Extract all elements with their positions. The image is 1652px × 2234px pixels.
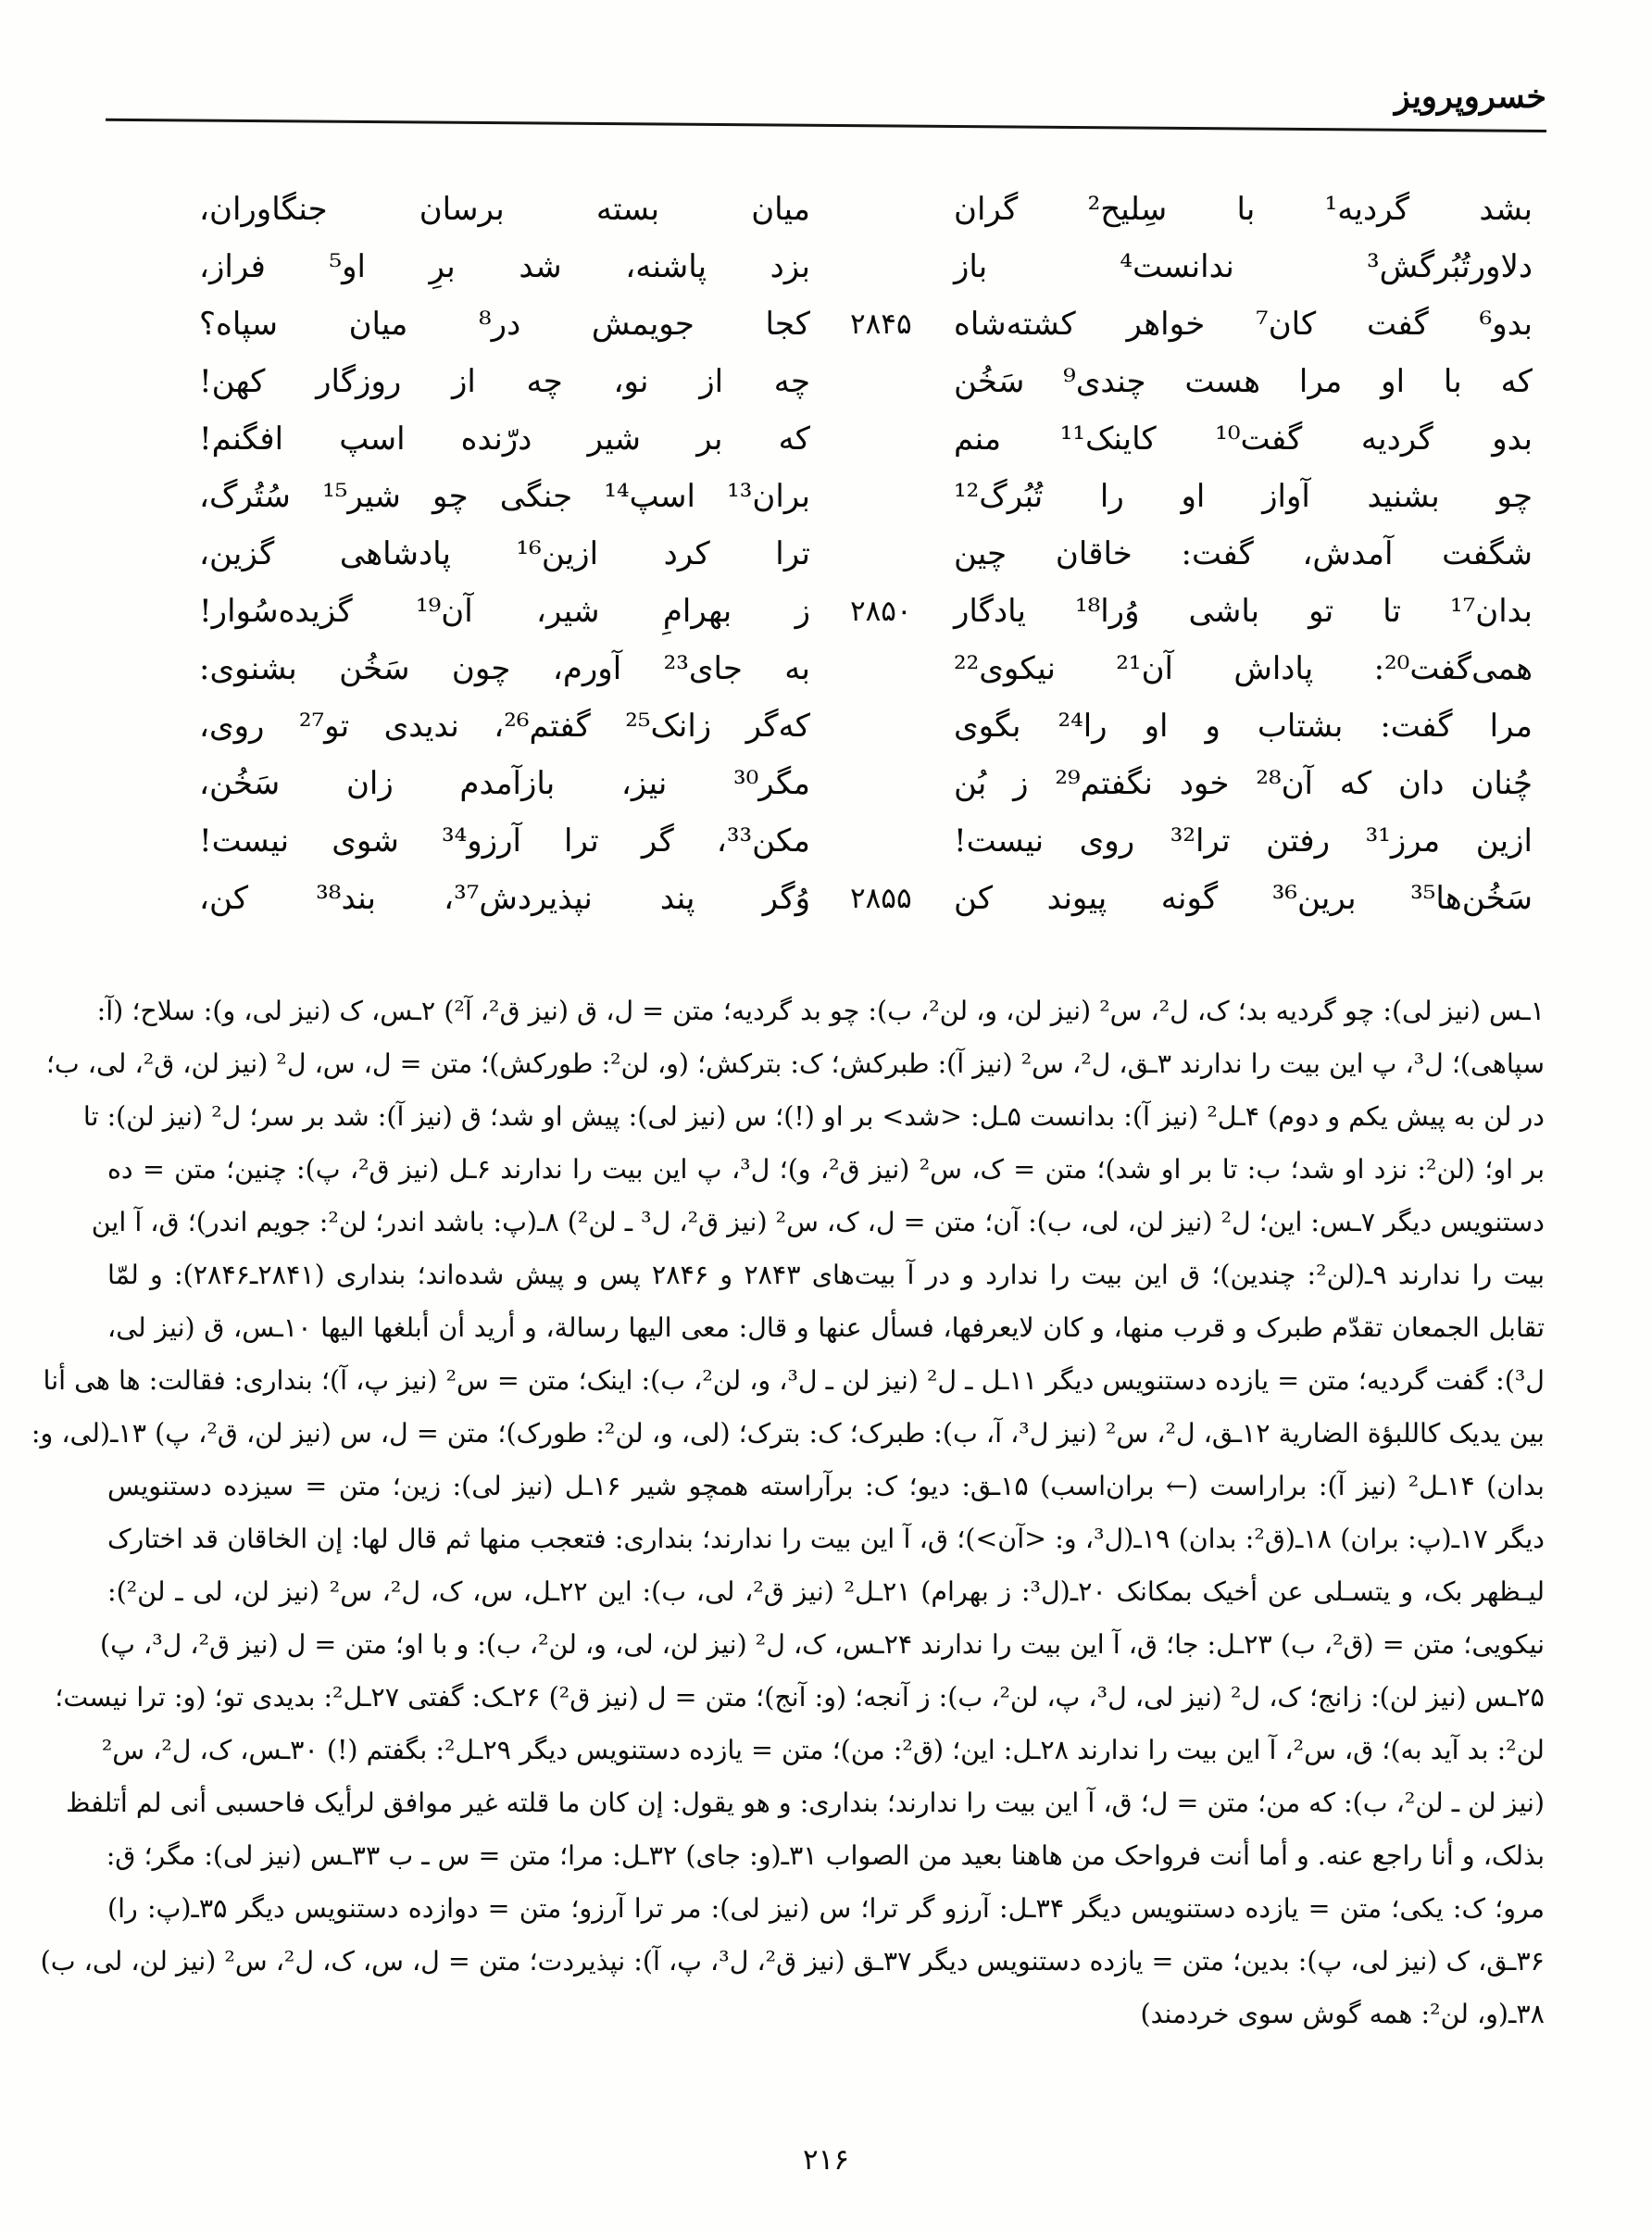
footnote-line: لیـظهر بک، و یتسـلی عن أخیک بمکانک ۲۰ـ(ل³: ز بهرام) ۲۱ـل² (نیز ق²، لی، ب): این ۲۲ـل، س، ک، ل²، س² (نیز لن، لی ـ لن²): <box>107 1576 1545 1607</box>
hemistich-left: چه از نو، چه از روزگار کهن! <box>199 363 810 400</box>
footnote-line: بدان) ۱۴ـل² (نیز آ): براراست (← بران‌اسب) ۱۵ـق: دیو؛ ک: برآراسته همچو شیر ۱۶ـل (نیز لی): زین؛ متن = سیزده دستنویس <box>107 1471 1545 1501</box>
verse-row <box>199 238 1533 295</box>
hemistich-right <box>954 755 1533 812</box>
hemistich-text: مرا گفت: بشتاب و او را²⁴ بگوی <box>954 708 1533 745</box>
hemistich-text: بدو گردیه گفت¹⁰ کاینک¹¹ منم <box>954 420 1533 458</box>
hemistich-left: به جای²³ آورم، چون سَخُن بشنوی: <box>199 650 810 687</box>
hemistich-text: بدو⁶ گفت کان⁷ خواهر کشته‌شاه <box>954 306 1533 343</box>
hemistich-left: که بر شیر درّنده اسپ افگنم! <box>199 420 810 458</box>
hemistich-right <box>954 525 1533 583</box>
verse-row <box>199 525 1533 583</box>
critical-apparatus <box>31 985 1546 2040</box>
verse-number: ۲۸۴۵ <box>850 307 912 341</box>
hemistich-text: بشد گردیه¹ با سِلیح² گران <box>954 191 1533 228</box>
footnote-line: بذلک، و أنا راجع عنه. و أما أنت فرواحک من هاهنا بعید من الصواب ۳۱ـ(و: جای) ۳۲ـل: مرا؛ متن = س ـ ب ۳۳ـس (نیز لی): مگر؛ ق: <box>106 1840 1545 1871</box>
poem <box>199 181 1533 927</box>
header-divider <box>106 119 1546 132</box>
hemistich-left: مگر³⁰ نیز، بازآمدم زان سَخُن، <box>199 765 810 802</box>
hemistich-text: همی‌گفت²⁰: پاداش آن²¹ نیکوی²² <box>954 650 1533 687</box>
hemistich-left: میان بسته برسان جنگاوران، <box>199 191 810 228</box>
footnote-line: (نیز لن ـ لن²، ب): که من؛ متن = ل؛ ق، آ این بیت را ندارند؛ بنداری: و هو یقول: إن کان ما قلته غیر موافق لرأیک فاحسبی أنی لم أتلفظ <box>66 1788 1545 1818</box>
hemistich-right <box>954 697 1533 755</box>
footnote-line: بر او؛ (لن²: نزد او شد؛ ب: تا بر او شد)؛ متن = ک، س² (نیز ق²، و)؛ ل³، پ این بیت را ندارند ۶ـل (نیز ق²، پ): چنین؛ متن = ده <box>107 1154 1546 1185</box>
page-footer <box>0 2143 1652 2177</box>
footnote-line: ل³): گفت گردیه؛ متن = یازده دستنویس دیگر ۱۱ـل ـ ل² (نیز لن ـ ل³، و، لن²، ب): اینک؛ متن = س² (نیز پ، آ)؛ بنداری: فقالت: ها هی أنا <box>43 1365 1545 1396</box>
hemistich-right <box>850 295 1533 353</box>
hemistich-left: بران¹³ اسپ¹⁴ جنگی چو شیر¹⁵ سُتُرگ، <box>199 478 810 515</box>
footnote-line: در لن به پیش یکم و دوم) ۴ـل² (نیز آ): بدانست ۵ـل: <شد> بر او (!)؛ س (نیز لی): پیش او شد؛ ق (نیز آ): شد بر سر؛ ل² (نیز لن): تا <box>82 1101 1545 1132</box>
verse-row <box>199 812 1533 870</box>
hemistich-left: که‌گر زانک²⁵ گفتم²⁶، ندیدی تو²⁷ روی، <box>199 708 810 745</box>
chapter-title: خسروپرویز <box>1394 78 1546 116</box>
footnote-line: دیگر ۱۷ـ(پ: بران) ۱۸ـ(ق²: بدان) ۱۹ـ(ل³، و: <آن>)؛ ق، آ این بیت را ندارند؛ بنداری: فتعجب منها ثم قال لها: إن الخاقان قد اختارک <box>107 1524 1545 1554</box>
hemistich-text: ازین مرز³¹ رفتن ترا³² روی نیست! <box>954 822 1533 860</box>
hemistich-text: که با او مرا هست چندی⁹ سَخُن <box>954 363 1533 400</box>
footnote-line: نیکویی؛ متن = (ق²، ب) ۲۳ـل: جا؛ ق، آ این بیت را ندارند ۲۴ـس، ک، ل² (نیز لن، لی، و، لن²، ب): و با او؛ متن = ل (نیز ق²، ل³، پ) <box>99 1629 1545 1660</box>
verse-row <box>199 640 1533 697</box>
verse-row <box>199 697 1533 755</box>
hemistich-right <box>954 181 1533 238</box>
footnote-line: تقابل الجمعان تقدّم طبرک و قرب منها، و کان لایعرفها، فسأل عنها و قال: معی الیها رسالة، و أرید أن أبلغها الیها ۱۰ـس، ق (نیز لی، <box>107 1312 1546 1343</box>
footnote-line: بیت را ندارند ۹ـ(لن²: چندین)؛ ق این بیت را ندارد و در آ بیت‌های ۲۸۴۳ و ۲۸۴۶ پس و پیش شده‌اند؛ بنداری (۲۸۴۱ـ۲۸۴۶): و لمّا <box>107 1260 1545 1290</box>
hemistich-left: ترا کرد ازین¹⁶ پادشاهی گزین، <box>199 535 810 572</box>
verse-row <box>199 583 1533 640</box>
hemistich-text: سَخُن‌ها³⁵ برین³⁶ گونه پیوند کن <box>954 880 1533 917</box>
footnote-line: دستنویس دیگر ۷ـس: این؛ ل² (نیز لن، لی، ب): آن؛ متن = ل، ک، س² (نیز ق²، ل³ ـ لن²) ۸ـ(پ: باشد اندر؛ لن²: جویم اندر)؛ ق، آ این <box>91 1207 1545 1237</box>
footnote-line: لن²: بد آید به)؛ ق، س²، آ این بیت را ندارند ۲۸ـل: این؛ (ق²: من)؛ متن = یازده دستنویس دیگر ۲۹ـل²: بگفتم (!) ۳۰ـس، ک، ل²، س² <box>101 1735 1545 1765</box>
hemistich-right <box>954 640 1533 697</box>
hemistich-right <box>850 870 1533 927</box>
verse-row <box>199 870 1533 927</box>
hemistich-left: وُگر پند نپذیردش³⁷، بند³⁸ کن، <box>199 880 810 917</box>
footnote-line: ۳۶ـق، ک (نیز لی، پ): بدین؛ متن = یازده دستنویس دیگر ۳۷ـق (نیز ق²، ل³، پ، آ): نپذیردت؛ متن = ل، س، ک، ل²، س² (نیز لن، لی، ب) <box>40 1946 1545 1977</box>
hemistich-right <box>954 468 1533 525</box>
hemistich-left: مکن³³، گر ترا آرزو³⁴ شوی نیست! <box>199 822 810 860</box>
footnote-line: ۱ـس (نیز لی): چو گردیه بد؛ ک، ل²، س² (نیز لن، و، لن²، ب): چو بد گردیه؛ متن = ل، ق (نیز ق²، آ²) ۲ـس، ک (نیز لی، و): سلاح؛ (آ: <box>96 996 1545 1026</box>
verse-number: ۲۸۵۰ <box>850 595 912 628</box>
page-number: ۲۱۶ <box>803 2143 849 2177</box>
footnote-line: ۳۸ـ(و، لن²: همه گوش سوی خردمند) <box>1140 1999 1545 2029</box>
verse-row <box>199 410 1533 468</box>
footnote-line: مرو؛ ک: یکی؛ متن = یازده دستنویس دیگر ۳۴ـل: آرزو گر ترا؛ س (نیز لی): مر ترا آرزو؛ متن = دوازده دستنویس دیگر ۳۵ـ(پ: را) <box>107 1893 1545 1924</box>
page-header <box>0 0 1652 117</box>
hemistich-right <box>954 410 1533 468</box>
hemistich-text: دلاورتُبُرگش³ ندانست⁴ باز <box>954 248 1533 285</box>
verse-row <box>199 353 1533 410</box>
hemistich-left: ز بهرامِ شیر، آن¹⁹ گزیده‌سُوار! <box>199 593 810 630</box>
hemistich-right <box>954 238 1533 295</box>
verse-row <box>199 468 1533 525</box>
verse-row <box>199 181 1533 238</box>
hemistich-text: چو بشنید آواز او را تُبُرگ¹² <box>954 478 1533 515</box>
footnote-line: ۲۵ـس (نیز لن): زانج؛ ک، ل² (نیز لی، ل³، پ، لن²، ب): ز آنجه؛ (و: آنج)؛ متن = ل (نیز ق²) ۲۶ـک: گفتی ۲۷ـل²: بدیدی تو؛ (و: ترا نیست؛ <box>55 1682 1545 1713</box>
hemistich-right <box>954 353 1533 410</box>
hemistich-text: شگفت آمدش، گفت: خاقان چین <box>954 535 1533 572</box>
hemistich-left: بزد پاشنه، شد برِ او⁵ فراز، <box>199 248 810 285</box>
hemistich-left: کجا جویمش در⁸ میان سپاه؟ <box>199 306 810 343</box>
hemistich-text: چُنان دان که آن²⁸ خود نگفتم²⁹ ز بُن <box>954 765 1533 802</box>
verse-row <box>199 755 1533 812</box>
verse-number: ۲۸۵۵ <box>850 882 912 915</box>
hemistich-right <box>954 812 1533 870</box>
hemistich-text: بدان¹⁷ تا تو باشی وُرا¹⁸ یادگار <box>954 593 1533 630</box>
footnote-line: بین یدیک کاللبؤة الضاریة ۱۲ـق، ل²، س² (نیز ل³، آ، ب): طبرک؛ ک: بترک؛ (لی، و، لن²: طورک)؛ متن = ل، س (نیز لن، ق²، پ) ۱۳ـ(لی، و: <box>31 1418 1545 1449</box>
verse-row <box>199 295 1533 353</box>
hemistich-right <box>850 583 1533 640</box>
footnote-line: سپاهی)؛ ل³، پ این بیت را ندارند ۳ـق، ل²، س² (نیز آ): طبرکش؛ ک: بترکش؛ (و، لن²: طورکش)؛ متن = ل، س، ل² (نیز لن، ق²، لی، ب؛ <box>45 1048 1545 1079</box>
